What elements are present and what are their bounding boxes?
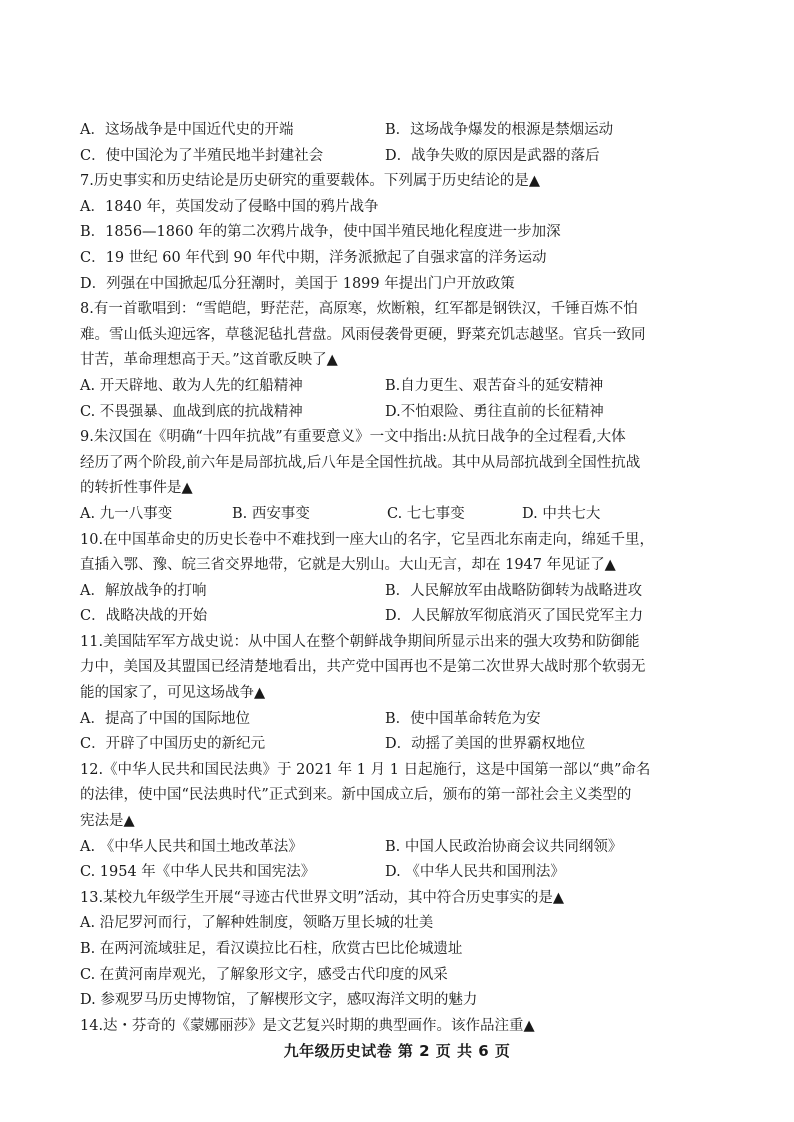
option-c: C．使中国沦为了半殖民地半封建社会 (80, 147, 324, 164)
question-7-option-a: A．1840 年，英国发动了侵略中国的鸦片战争 (80, 198, 379, 215)
question-7-option-b: B．1856—1860 年的第二次鸦片战争，使中国半殖民地化程度进一步加深 (80, 224, 561, 241)
question-11-options-row-1 (80, 707, 720, 733)
question-12-option-c: C. 1954 年《中华人民共和国宪法》 (80, 864, 316, 881)
question-10-option-d: D．人民解放军彻底消灭了国民党军主力 (385, 608, 644, 625)
question-8-stem-line: 8.有一首歌唱到：“雪皑皑，野茫茫，高原寒，炊断粮，红军都是钢铁汉，千锤百炼不怕 (80, 301, 638, 318)
prev-question-options-row-2 (80, 144, 720, 170)
question-11-stem-line: 11.美国陆军军方战史说：从中国人在整个朝鲜战争期间所显示出来的强大攻势和防御能 (80, 633, 640, 650)
question-11-stem-line: 力中，美国及其盟国已经清楚地看出，共产党中国再也不是第二次世界大战时那个软弱无 (80, 659, 646, 676)
question-13-option-c: C. 在黄河南岸观光，了解象形文字，感受古代印度的风采 (80, 966, 448, 983)
question-10-options-row-1 (80, 579, 720, 605)
question-13-option-a: A. 沿尼罗河而行，了解种姓制度，领略万里长城的壮美 (80, 915, 434, 932)
question-11-option-c: C．开辟了中国历史的新纪元 (80, 736, 266, 753)
question-13-stem: 13.某校九年级学生开展“寻迹古代世界文明”活动，其中符合历史事实的是▲ (80, 889, 565, 906)
question-8-stem-line: 难。雪山低头迎远客，草毯泥毡扎营盘。风雨侵袭骨更硬，野菜充饥志越坚。官兵一致同 (80, 326, 646, 343)
question-11-option-a: A．提高了中国的国际地位 (80, 710, 250, 727)
question-9-option-b: B. 西安事变 (232, 505, 310, 522)
question-8-option-d: D.不怕艰险、勇往直前的长征精神 (385, 403, 604, 420)
option-b: B．这场战争爆发的根源是禁烟运动 (385, 122, 614, 138)
question-8-options-row-1 (80, 374, 720, 400)
question-11-option-b: B．使中国革命转危为安 (385, 710, 541, 727)
question-12-stem-line: 的法律，使中国“民法典时代”正式到来。新中国成立后，颁布的第一部社会主义类型的 (80, 787, 632, 804)
question-12-stem-line: 宪法是▲ (80, 813, 135, 830)
question-9-options-row (80, 502, 720, 528)
question-10-options-row-2 (80, 604, 720, 630)
question-9-option-a: A. 九一八事变 (80, 505, 173, 522)
question-10-option-b: B．人民解放军由战略防御转为战略进攻 (385, 582, 643, 599)
question-9-stem-line: 经历了两个阶段,前六年是局部抗战,后八年是全国性抗战。其中从局部抗战到全国性抗战 (80, 454, 641, 471)
question-10-stem-line: 直插入鄂、豫、皖三省交界地带，它就是大别山。大山无言，却在 1947 年见证了▲ (80, 557, 616, 574)
question-9-stem-line: 的转折性事件是▲ (80, 480, 193, 497)
question-9-option-d: D. 中共七大 (522, 505, 601, 522)
question-10-option-c: C．战略决战的开始 (80, 608, 208, 625)
question-8-stem-line: 甘苦，革命理想高于天。”这首歌反映了▲ (80, 352, 338, 369)
question-8-option-b: B.自力更生、艰苦奋斗的延安精神 (385, 377, 604, 394)
question-12-option-d: D. 《中华人民共和国刑法》 (385, 864, 565, 881)
question-7-stem: 7.历史事实和历史结论是历史研究的重要载体。下列属于历史结论的是▲ (80, 173, 540, 190)
question-12-option-a: A. 《中华人民共和国土地改革法》 (80, 838, 303, 855)
question-11-stem-line: 能的国家了，可见这场战争▲ (80, 685, 266, 702)
question-13-option-d: D. 参观罗马历史博物馆，了解楔形文字，感叹海洋文明的魅力 (80, 992, 478, 1009)
question-12-option-b: B. 中国人民政治协商会议共同纲领》 (385, 838, 623, 855)
prev-question-options-row-1 (80, 118, 720, 144)
page-content (80, 118, 720, 1039)
page-footer: 九年级历史试卷 第 2 页 共 6 页 (283, 1042, 511, 1060)
question-9-stem-line: 9.朱汉国在《明确“十四年抗战”有重要意义》一文中指出:从抗日战争的全过程看,大体 (80, 429, 626, 446)
question-10-stem-line: 10.在中国革命史的历史长卷中不难找到一座大山的名字，它呈西北东南走向，绵延千里， (80, 531, 655, 548)
question-12-stem-line: 12.《中华人民共和国民法典》于 2021 年 1 月 1 日起施行，这是中国第一部以“典”命名 (80, 761, 651, 778)
question-12-options-row-1 (80, 835, 720, 861)
question-9-option-c: C. 七七事变 (387, 505, 465, 522)
question-10-option-a: A．解放战争的打响 (80, 582, 207, 599)
question-13-option-b: B. 在两河流域驻足，看汉谟拉比石柱，欣赏古巴比伦城遗址 (80, 941, 463, 957)
question-11-options-row-2 (80, 732, 720, 758)
question-11-option-d: D．动摇了美国的世界霸权地位 (385, 736, 586, 753)
question-7-option-d: D．列强在中国掀起瓜分狂潮时，美国于 1899 年提出门户开放政策 (80, 275, 515, 292)
question-8-options-row-2 (80, 400, 720, 426)
question-14-stem: 14.达・芬奇的《蒙娜丽莎》是文艺复兴时期的典型画作。该作品注重▲ (80, 1017, 535, 1034)
option-a: A．这场战争是中国近代史的开端 (80, 122, 294, 138)
question-8-option-c: C. 不畏强暴、血战到底的抗战精神 (80, 403, 303, 420)
question-8-option-a: A. 开天辟地、敢为人先的红船精神 (80, 377, 303, 394)
option-d: D．战争失败的原因是武器的落后 (385, 147, 600, 164)
question-7-option-c: C．19 世纪 60 年代到 90 年代中期，洋务派掀起了自强求富的洋务运动 (80, 249, 547, 266)
question-12-options-row-2 (80, 860, 720, 886)
